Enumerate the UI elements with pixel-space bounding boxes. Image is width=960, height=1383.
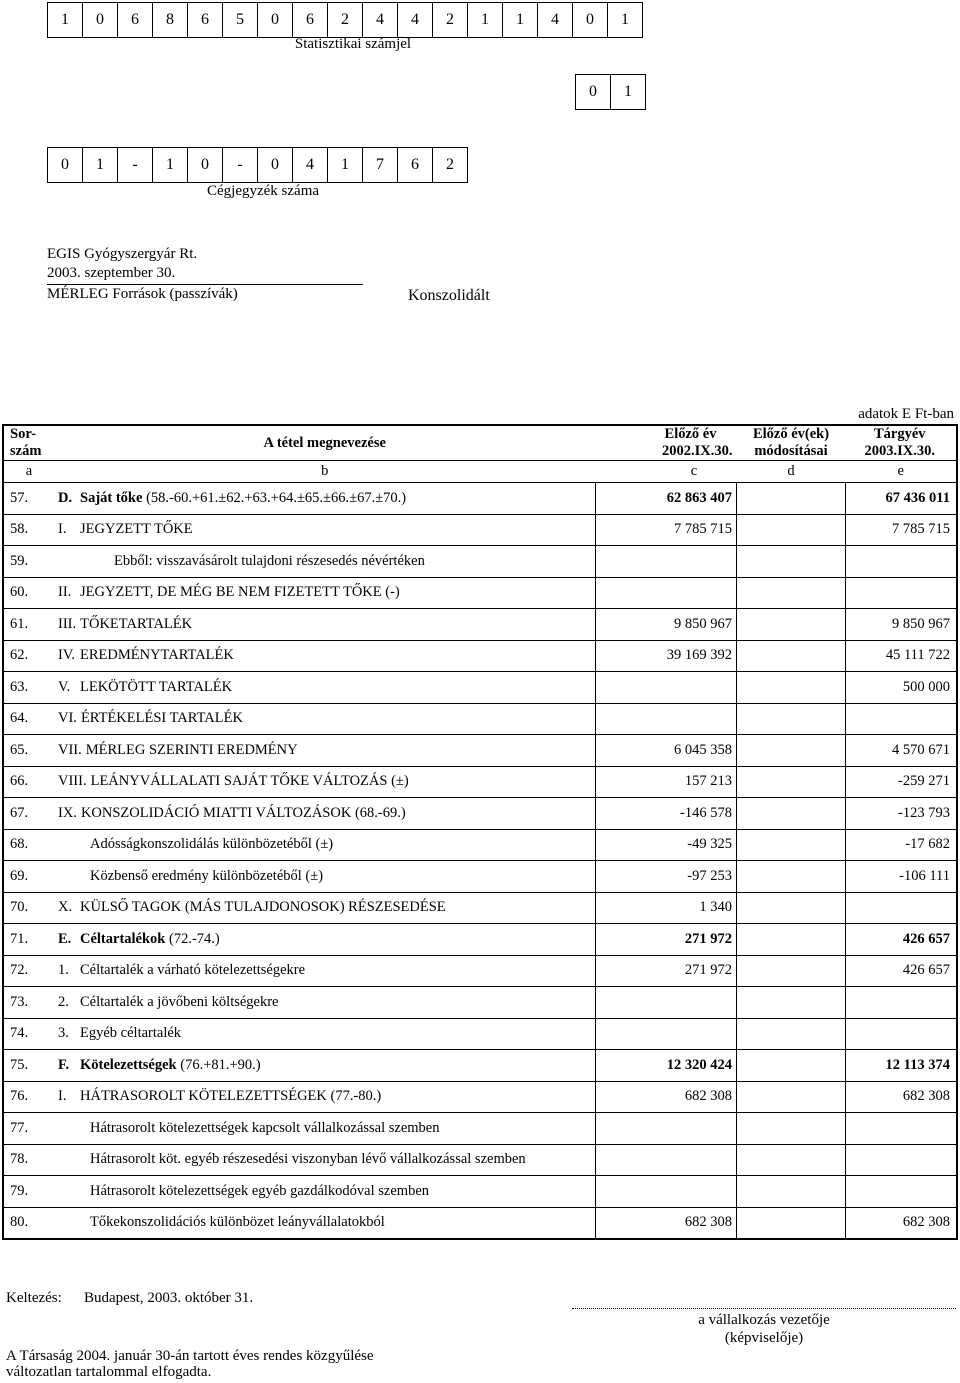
row-label: Hátrasorolt kötelezettségek egyéb gazdálkodóval szemben <box>90 1182 430 1199</box>
row-prefix: X. <box>58 899 73 916</box>
current-value <box>846 546 958 578</box>
prev-value <box>596 1176 737 1208</box>
row-prefix: VIII. <box>58 773 87 790</box>
row-label: Céltartalék a jövőbeni költségekre <box>80 993 279 1010</box>
prev-value: 12 320 424 <box>596 1050 737 1082</box>
table-row <box>3 672 957 704</box>
row-label-cell <box>54 829 596 861</box>
row-label: Saját tőke (58.-60.+61.±62.+63.+64.±65.±66.±67.±70.) <box>80 489 407 506</box>
current-value <box>846 703 958 735</box>
column-letters-row: a b c d e <box>3 461 957 483</box>
row-prefix: F. <box>58 1056 70 1073</box>
approval-note-2: változatlan tartalommal elfogadta. <box>6 1364 212 1380</box>
table-row <box>3 1176 957 1208</box>
table-row <box>3 987 957 1019</box>
row-prefix: II. <box>58 584 72 601</box>
row-number: 66. <box>3 766 54 798</box>
row-label-cell <box>54 483 596 515</box>
row-label-cell <box>54 577 596 609</box>
registry-digit-box: 0 <box>258 148 293 183</box>
modification-value <box>737 955 846 987</box>
prev-value: -146 578 <box>596 798 737 830</box>
stat-digit-box: 1 <box>468 3 503 38</box>
modification-value <box>737 798 846 830</box>
row-label-cell <box>54 514 596 546</box>
row-prefix: IV. <box>58 647 76 664</box>
table-row <box>3 955 957 987</box>
row-label-cell <box>54 1176 596 1208</box>
row-label-cell <box>54 861 596 893</box>
modification-value <box>737 766 846 798</box>
row-number: 65. <box>3 735 54 767</box>
table-row <box>3 1081 957 1113</box>
table-row <box>3 1113 957 1145</box>
report-date: 2003. szeptember 30. <box>47 265 176 281</box>
current-value: 426 657 <box>846 955 958 987</box>
prev-value <box>596 987 737 1019</box>
row-prefix: 2. <box>58 993 69 1010</box>
modification-value <box>737 577 846 609</box>
report-kind: Konszolidált <box>408 287 490 304</box>
current-value <box>846 1018 958 1050</box>
row-label-cell <box>54 609 596 641</box>
stat-digit-box: 6 <box>293 3 328 38</box>
current-value: 500 000 <box>846 672 958 704</box>
row-prefix: V. <box>58 678 71 695</box>
prev-value <box>596 1113 737 1145</box>
row-label-cell <box>54 672 596 704</box>
row-number: 63. <box>3 672 54 704</box>
prev-value: -97 253 <box>596 861 737 893</box>
row-number: 80. <box>3 1207 54 1239</box>
row-number: 61. <box>3 609 54 641</box>
current-value <box>846 1113 958 1145</box>
table-row <box>3 483 957 515</box>
registry-digit-box: 0 <box>48 148 83 183</box>
stat-digit-box: 6 <box>118 3 153 38</box>
header-modifications: Előző év(ek) módosításai <box>752 426 830 459</box>
units-note: adatok E Ft-ban <box>858 406 954 422</box>
row-number: 72. <box>3 955 54 987</box>
modification-value <box>737 892 846 924</box>
code-box <box>575 74 646 110</box>
modification-value <box>737 703 846 735</box>
code-digit-box: 1 <box>611 75 646 110</box>
row-label-cell <box>54 1081 596 1113</box>
signature-subtitle: (képviselője) <box>724 1330 804 1346</box>
row-label-cell <box>54 1144 596 1176</box>
prev-value: 271 972 <box>596 924 737 956</box>
registry-digit-box: - <box>118 148 153 183</box>
current-value: 682 308 <box>846 1207 958 1239</box>
prev-value: 39 169 392 <box>596 640 737 672</box>
stat-digit-box: 0 <box>83 3 118 38</box>
registry-digit-box: 6 <box>398 148 433 183</box>
row-label: Ebből: visszavásárolt tulajdoni részesedés névértéken <box>114 552 425 569</box>
row-label: Céltartalék a várható kötelezettségekre <box>80 962 306 979</box>
row-number: 68. <box>3 829 54 861</box>
row-number: 57. <box>3 483 54 515</box>
prev-value: 7 785 715 <box>596 514 737 546</box>
row-label-cell <box>54 1018 596 1050</box>
row-label: Kötelezettségek (76.+81.+90.) <box>80 1056 261 1073</box>
modification-value <box>737 1144 846 1176</box>
row-prefix: VI. <box>58 710 77 727</box>
stat-number-boxes <box>47 2 643 38</box>
modification-value <box>737 640 846 672</box>
row-label: Közbenső eredmény különbözetéből (±) <box>90 867 324 884</box>
table-row <box>3 514 957 546</box>
row-number: 79. <box>3 1176 54 1208</box>
prev-value <box>596 703 737 735</box>
row-label-cell <box>54 1113 596 1145</box>
registry-digit-box: 7 <box>363 148 398 183</box>
table-row <box>3 1018 957 1050</box>
row-number: 60. <box>3 577 54 609</box>
row-number: 70. <box>3 892 54 924</box>
signature-title: a vállalkozás vezetője <box>698 1312 830 1328</box>
table-row <box>3 766 957 798</box>
table-row <box>3 892 957 924</box>
row-label-cell <box>54 955 596 987</box>
current-value: -259 271 <box>846 766 958 798</box>
prev-value: 157 213 <box>596 766 737 798</box>
prev-value <box>596 577 737 609</box>
modification-value <box>737 924 846 956</box>
modification-value <box>737 1081 846 1113</box>
prev-value <box>596 546 737 578</box>
row-number: 78. <box>3 1144 54 1176</box>
row-label-cell <box>54 703 596 735</box>
row-number: 67. <box>3 798 54 830</box>
current-value: 7 785 715 <box>846 514 958 546</box>
row-label: MÉRLEG SZERINTI EREDMÉNY <box>85 741 298 758</box>
row-number: 74. <box>3 1018 54 1050</box>
row-label-cell <box>54 924 596 956</box>
row-prefix: E. <box>58 930 72 947</box>
prev-value: 1 340 <box>596 892 737 924</box>
registry-digit-box: 1 <box>328 148 363 183</box>
current-value: 67 436 011 <box>846 483 958 515</box>
prev-value: 6 045 358 <box>596 735 737 767</box>
row-label: HÁTRASOROLT KÖTELEZETTSÉGEK (77.-80.) <box>80 1088 382 1105</box>
row-label: ÉRTÉKELÉSI TARTALÉK <box>80 710 243 727</box>
prev-value <box>596 672 737 704</box>
modification-value <box>737 483 846 515</box>
row-prefix: I. <box>58 521 67 538</box>
current-value: -17 682 <box>846 829 958 861</box>
row-label-cell <box>54 892 596 924</box>
issued-label: Keltezés: <box>6 1290 62 1306</box>
stat-digit-box: 0 <box>258 3 293 38</box>
row-label-cell <box>54 1207 596 1239</box>
row-prefix: IX. <box>58 804 77 821</box>
table-row <box>3 640 957 672</box>
stat-digit-box: 4 <box>363 3 398 38</box>
stat-digit-box: 8 <box>153 3 188 38</box>
current-value <box>846 577 958 609</box>
header-item-name: A tétel megnevezése <box>263 434 386 451</box>
row-number: 64. <box>3 703 54 735</box>
row-number: 76. <box>3 1081 54 1113</box>
row-label: KÜLSŐ TAGOK (MÁS TULAJDONOSOK) RÉSZESEDÉSE <box>80 899 446 916</box>
row-prefix: VII. <box>58 741 82 758</box>
registry-digit-box: 0 <box>188 148 223 183</box>
row-number: 75. <box>3 1050 54 1082</box>
table-row <box>3 546 957 578</box>
stat-digit-box: 1 <box>48 3 83 38</box>
registry-digit-box: 1 <box>83 148 118 183</box>
current-value: -106 111 <box>846 861 958 893</box>
row-label: KONSZOLIDÁCIÓ MIATTI VÁLTOZÁSOK (68.-69.) <box>80 804 406 821</box>
table-row <box>3 798 957 830</box>
prev-value <box>596 1144 737 1176</box>
stat-digit-box: 1 <box>503 3 538 38</box>
current-value: 45 111 722 <box>846 640 958 672</box>
prev-value <box>596 1018 737 1050</box>
modification-value <box>737 514 846 546</box>
modification-value <box>737 1018 846 1050</box>
header-current-year: Tárgyév 2003.IX.30. <box>864 426 935 459</box>
header-previous-year: Előző év 2002.IX.30. <box>662 426 733 459</box>
table-row <box>3 1207 957 1239</box>
current-value <box>846 1176 958 1208</box>
balance-sheet-table <box>2 424 958 1240</box>
row-prefix: 3. <box>58 1025 69 1042</box>
table-row <box>3 861 957 893</box>
stat-digit-box: 4 <box>538 3 573 38</box>
row-label: JEGYZETT TŐKE <box>80 521 193 538</box>
table-row <box>3 577 957 609</box>
table-row <box>3 735 957 767</box>
stat-digit-box: 2 <box>433 3 468 38</box>
current-value: 426 657 <box>846 924 958 956</box>
modification-value <box>737 1050 846 1082</box>
modification-value <box>737 861 846 893</box>
row-label: Tőkekonszolidációs különbözet leányvállalatokból <box>90 1214 385 1230</box>
issued-value: Budapest, 2003. október 31. <box>84 1290 254 1306</box>
stat-digit-box: 0 <box>573 3 608 38</box>
prev-value: 682 308 <box>596 1081 737 1113</box>
row-label-cell <box>54 798 596 830</box>
signature-line <box>572 1308 956 1309</box>
prev-value: 9 850 967 <box>596 609 737 641</box>
row-number: 71. <box>3 924 54 956</box>
header-row-number: Sor- szám <box>10 426 42 459</box>
modification-value <box>737 829 846 861</box>
row-label: Céltartalékok (72.-74.) <box>80 930 220 947</box>
table-row <box>3 924 957 956</box>
row-label-cell <box>54 735 596 767</box>
row-label: TŐKETARTALÉK <box>80 615 193 632</box>
table-row <box>3 1144 957 1176</box>
row-prefix: I. <box>58 1088 67 1105</box>
row-number: 73. <box>3 987 54 1019</box>
stat-number-caption: Statisztikai számjel <box>294 36 412 52</box>
row-label-cell <box>54 766 596 798</box>
row-label: JEGYZETT, DE MÉG BE NEM FIZETETT TŐKE (-) <box>80 584 400 601</box>
row-label: LEKÖTÖTT TARTALÉK <box>80 678 233 695</box>
row-prefix: III. <box>58 615 77 632</box>
current-value <box>846 892 958 924</box>
stat-digit-box: 1 <box>608 3 643 38</box>
row-prefix: D. <box>58 489 73 506</box>
row-label: Hátrasorolt köt. egyéb részesedési viszonyban lévő vállalkozással szemben <box>90 1151 526 1168</box>
modification-value <box>737 546 846 578</box>
modification-value <box>737 609 846 641</box>
stat-digit-box: 6 <box>188 3 223 38</box>
current-value: 12 113 374 <box>846 1050 958 1082</box>
current-value: 4 570 671 <box>846 735 958 767</box>
registry-digit-box: 2 <box>433 148 468 183</box>
modification-value <box>737 987 846 1019</box>
current-value: 9 850 967 <box>846 609 958 641</box>
row-label: EREDMÉNYTARTALÉK <box>80 647 234 664</box>
modification-value <box>737 735 846 767</box>
registry-digit-box: 1 <box>153 148 188 183</box>
current-value <box>846 987 958 1019</box>
row-number: 77. <box>3 1113 54 1145</box>
table-row <box>3 829 957 861</box>
modification-value <box>737 1207 846 1239</box>
stat-digit-box: 4 <box>398 3 433 38</box>
modification-value <box>737 1113 846 1145</box>
current-value <box>846 1144 958 1176</box>
table-row <box>3 1050 957 1082</box>
row-label-cell <box>54 1050 596 1082</box>
modification-value <box>737 1176 846 1208</box>
approval-note-1: A Társaság 2004. január 30-án tartott éves rendes közgyűlése <box>6 1348 374 1364</box>
row-label: Hátrasorolt kötelezettségek kapcsolt vállalkozással szemben <box>90 1119 440 1136</box>
table-row <box>3 609 957 641</box>
prev-value: 682 308 <box>596 1207 737 1239</box>
prev-value: -49 325 <box>596 829 737 861</box>
table-row <box>3 703 957 735</box>
company-name: EGIS Gyógyszergyár Rt. <box>47 246 198 262</box>
row-label-cell <box>54 640 596 672</box>
row-label-cell <box>54 987 596 1019</box>
registry-number-boxes <box>47 147 468 183</box>
report-title: MÉRLEG Források (passzívák) <box>47 286 238 302</box>
row-number: 58. <box>3 514 54 546</box>
registry-number-caption: Cégjegyzék száma <box>206 183 320 199</box>
row-number: 62. <box>3 640 54 672</box>
current-value: 682 308 <box>846 1081 958 1113</box>
prev-value: 62 863 407 <box>596 483 737 515</box>
registry-digit-box: - <box>223 148 258 183</box>
registry-digit-box: 4 <box>293 148 328 183</box>
code-digit-box: 0 <box>576 75 611 110</box>
stat-digit-box: 5 <box>223 3 258 38</box>
row-number: 59. <box>3 546 54 578</box>
current-value: -123 793 <box>846 798 958 830</box>
stat-digit-box: 2 <box>328 3 363 38</box>
row-label: LEÁNYVÁLLALATI SAJÁT TŐKE VÁLTOZÁS (±) <box>90 773 409 790</box>
row-number: 69. <box>3 861 54 893</box>
row-label-cell <box>54 546 596 578</box>
prev-value: 271 972 <box>596 955 737 987</box>
row-label: Adósságkonszolidálás különbözetéből (±) <box>90 836 334 853</box>
row-prefix: 1. <box>58 962 69 979</box>
row-label: Egyéb céltartalék <box>80 1025 182 1042</box>
modification-value <box>737 672 846 704</box>
